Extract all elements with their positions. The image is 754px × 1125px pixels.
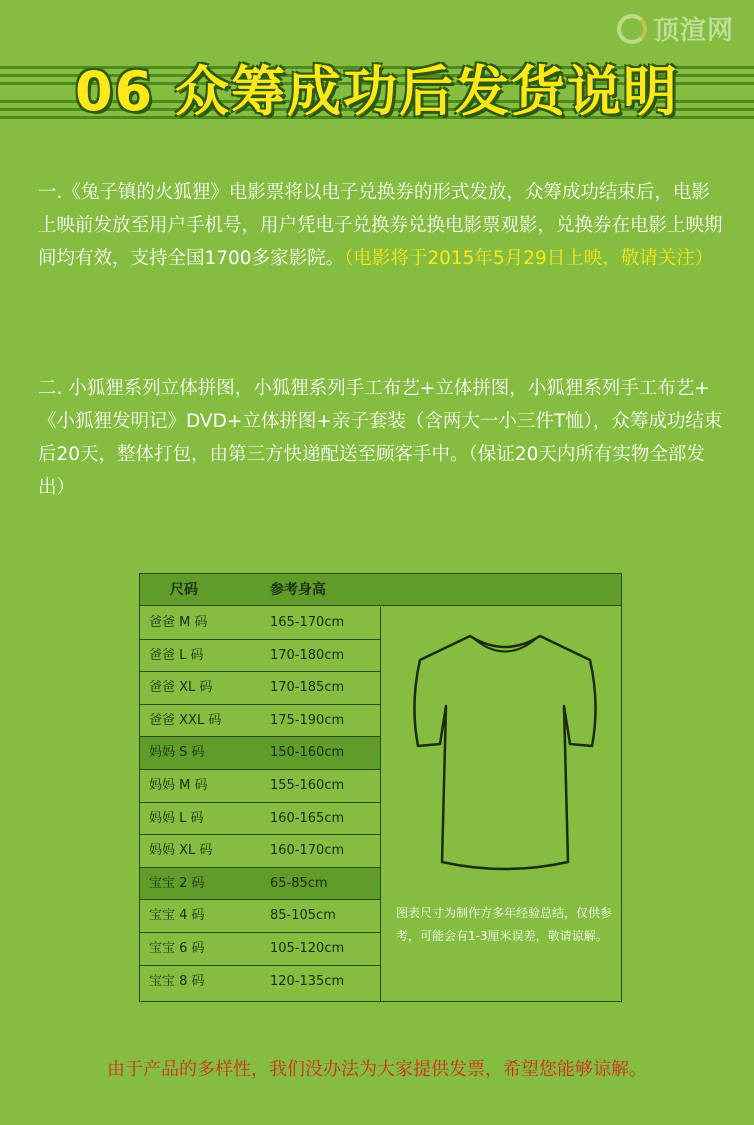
table-row [140,770,381,803]
column-divider [380,607,381,1002]
shipping-paragraph-2 [38,372,728,504]
height-cell: 155-160cm [270,777,345,793]
table-rows [140,607,381,998]
header-size: 尺码 [170,582,198,598]
height-cell: 150-160cm [270,745,345,761]
table-row [140,933,381,966]
size-note: 图表尺寸为制作方多年经验总结，仅供参考，可能会有1-3厘米误差，敬请谅解。 [396,906,613,943]
size-cell: 爸爸 L 码 [149,647,204,663]
size-cell: 宝宝 6 码 [149,940,205,956]
release-date-note: （电影将于2015年5月29日上映，敬请关注） [344,248,714,269]
table-row [140,868,381,901]
size-cell: 妈妈 XL 码 [149,843,213,859]
table-row [140,705,381,738]
table-row [140,966,381,999]
title-banner [0,52,754,132]
table-header [140,574,621,606]
height-cell: 170-180cm [270,647,345,663]
height-cell: 105-120cm [270,940,345,956]
height-cell: 160-170cm [270,843,345,859]
table-row [140,737,381,770]
table-row [140,835,381,868]
shipping-paragraph-1 [38,176,728,275]
height-cell: 165-170cm [270,615,345,630]
size-cell: 爸爸 XXL 码 [149,712,222,728]
tshirt-icon [400,614,610,884]
size-cell: 妈妈 S 码 [149,745,205,761]
table-row [140,900,381,933]
paragraph-2-text: 二. 小狐狸系列立体拼图，小狐狸系列手工布艺+立体拼图，小狐狸系列手工布艺+《小狐狸发明记》DVD+立体拼图+亲子套装（含两大一小三件T恤），众筹成功结束后20天，整体打包，由第三方快递配送至顾客手中。（保证20天内所有实物全部发出） [38,378,723,498]
invoice-notice: 由于产品的多样性，我们没办法为大家提供发票，希望您能够谅解。 [107,1059,647,1080]
size-cell: 爸爸 XL 码 [149,680,213,696]
height-cell: 85-105cm [270,908,336,924]
size-chart-table [139,573,622,1002]
height-cell: 175-190cm [270,712,345,728]
watermark-text: 顶渲网 [652,16,734,46]
height-cell: 160-165cm [270,810,345,826]
size-cell: 妈妈 M 码 [149,777,208,793]
table-row [140,640,381,673]
table-row [140,672,381,705]
watermark-logo [617,10,734,47]
table-row [140,607,381,640]
size-cell: 妈妈 L 码 [149,810,204,826]
height-cell: 170-185cm [270,680,345,696]
height-cell: 65-85cm [270,875,328,891]
header-height: 参考身高 [270,582,326,598]
size-cell: 宝宝 4 码 [149,908,205,924]
size-cell: 宝宝 2 码 [149,875,205,891]
height-cell: 120-135cm [270,973,345,989]
logo-swirl-icon [617,14,647,44]
table-row [140,803,381,836]
size-cell: 爸爸 M 码 [149,615,208,630]
size-cell: 宝宝 8 码 [149,973,205,989]
page-title: 06 众筹成功后发货说明 [75,60,679,123]
paragraph-1-text: 一.《兔子镇的火狐狸》电影票将以电子兑换券的形式发放，众筹成功结束后，电影上映前发放至用户手机号，用户凭电子兑换券兑换电影票观影，兑换券在电影上映期间均有效，支持全国1700多家影院。 [38,182,723,269]
